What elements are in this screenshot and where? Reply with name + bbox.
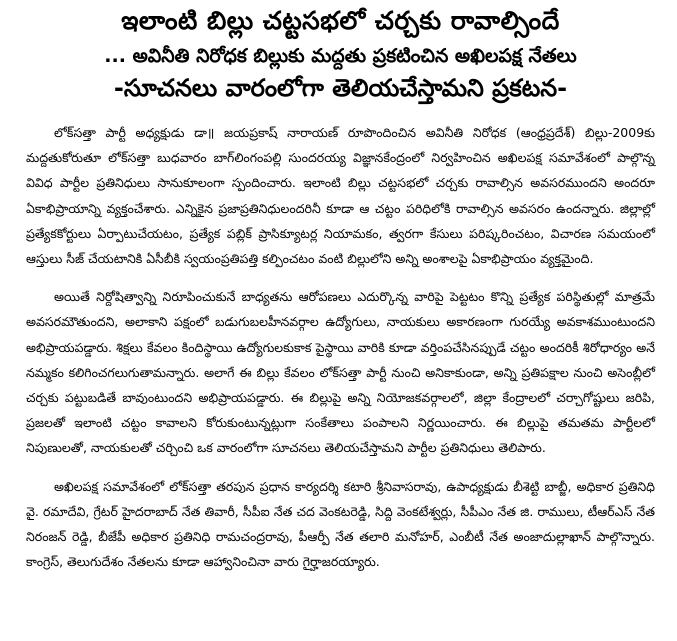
article-tagline: -సూచనలు వారంలోగా తెలియచేస్తామని ప్రకటన- [113,74,568,102]
article-body [26,120,655,574]
article-paragraph-2: అయితే నిర్దోషిత్వాన్ని నిరూపించుకునే బాధ్యతను ఆరోపణలు ఎదుర్కొన్న వారిపై పెట్టటం కొన్ని ప్రత్యేక పరిస్థితుల్లో మాత్రమే అవసరమౌతుందని, అలాకాని పక్షంలో బడుగుబలహీనవర్గాల ఉద్యోగులు, నాయకులు అకారణంగా గురయ్యే అవకాశముంటుందని అభిప్రాయపడ్డారు. శిక్షలు కేవలం కిందిస్థాయి ఉద్యోగులకుకాక పైస్థాయి వారికి కూడా వర్తింపచేసినప్పుడే చట్టం అందరికీ శిరోధార్యం అనే నమ్మకం కలిగించగలుగుతామన్నారు. అలాగే ఈ బిల్లు కేవలం లోక్‌సత్తా పార్టీ నుంచి అనికాకుండా, అన్ని ప్రతిపక్షాల నుంచి అసెంబ్లీలో చర్చకు పట్టుబడితే బావుంటుందని అభిప్రాయపడ్డారు. ఈ బిల్లుపై అన్ని నియోజకవర్గాలలో, జిల్లా కేంద్రాలలో చర్చాగోష్టులు జరిపి, ప్రజలతో ఇలాంటి చట్టం కావాలని కోరుకుంటున్నట్లుగా సంకేతాలు పంపాలని నిర్ణయించారు. ఈ బిల్లుపై తమతమ పార్టీలలో నిపుణులతో, నాయకులతో చర్చించి ఒక వారంలోగా సూచనలు తెలియచేస్తామని పార్టీల ప్రతినిధులు తెలిపారు. [26,289,655,456]
article-paragraph-3: అఖిలపక్ష సమావేశంలో లోక్‌సత్తా తరపున ప్రధాన కార్యదర్శి కటారి శ్రీనివాసరావు, ఉపాధ్యక్షుడు బీశెట్టి బాబ్జీ, అధికార ప్రతినిధి వై. రమాదేవి, గ్రేటర్ హైదరాబాద్ నేత తివారీ, సీపీఐ నేత చద వెంకటరెడ్డి, సిద్ది వెంకటేశ్వర్లు, సీపీఎం నేత జి. రాములు, టీఆర్ఎస్ నేత నిరంజన్ రెడ్డి, బీజేపీ అధికార ప్రతినిధి రామచంద్రరావు, పీఆర్పీ నేత తలారి మనోహర్, ఎంబీటీ నేత అంజాదుల్లాఖాన్ పాల్గొన్నారు. కాంగ్రెస్, తెలుగుదేశం నేతలను కూడా ఆహ్వానించినా వారు గైర్హాజరయ్యారు. [26,478,655,570]
article-headline: ఇలాంటి బిల్లు చట్టసభలో చర్చకు రావాల్సిందే [121,6,560,35]
article-subheadline: ... అవినీతి నిరోధక బిల్లుకు మద్దతు ప్రకటించిన అఖిలపక్ష నేతలు [104,45,577,67]
article-paragraph-1: లోక్‌సత్తా పార్టీ అధ్యక్షుడు డా॥ జయప్రకాష్ నారాయణ్ రూపొందించిన అవినీతి నిరోధక (ఆంధ్రప్రదేశ్) బిల్లు-2009కు మద్దతుకోరుతూ లోక్‌సత్తా బుధవారం బాగ్‌లింగంపల్లి సుందరయ్య విజ్ఞానకేంద్రంలో నిర్వహించిన అఖిలపక్ష సమావేశంలో పాల్గొన్న వివిధ పార్టీల ప్రతినిధులు సానుకూలంగా స్పందించారు. ఇలాంటి బిల్లు చట్టసభలో చర్చకు రావాల్సిన అవసరముందని అందరూ ఏకాభిప్రాయాన్ని వ్యక్తంచేశారు. ఎన్నికైన ప్రజాప్రతినిధులందరినీ కూడా ఆ చట్టం పరిధిలోకి రావాల్సిన అవసరం ఉందన్నారు. జిల్లాల్లో ప్రత్యేకకోర్టులు ఏర్పాటుచేయటం, ప్రత్యేక పబ్లిక్ ప్రాసిక్యూటర్ల నియామకం, త్వరగా కేసులు పరిష్కరించటం, విచారణ సమయంలో ఆస్తులు సీజ్ చేయటానికి ఏసీబీకి స్వయంప్రతిపత్తి కల్పించటం వంటి బిల్లులోని అన్ని అంశాలపై ఏకాభిప్రాయం వ్యక్తమైంది. [26,125,655,267]
